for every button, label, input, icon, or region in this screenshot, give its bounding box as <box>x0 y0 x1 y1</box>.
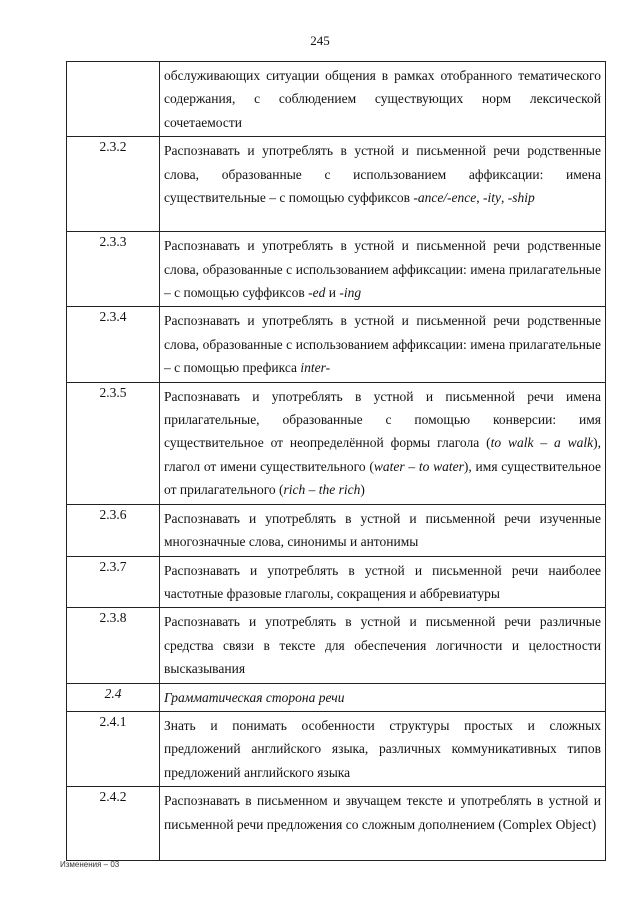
table-row <box>67 232 606 307</box>
requirement-text: Распознавать и употреблять в устной и письменной речи наиболее частотные фразовые глаголы, сокращения и аббревиатуры <box>160 556 606 608</box>
requirement-text: Грамматическая сторона речи <box>160 683 606 711</box>
section-code <box>67 62 160 137</box>
example-term: -ship <box>507 190 535 206</box>
section-code: 2.4 <box>67 683 160 711</box>
requirement-text: Распознавать и употреблять в устной и письменной речи родственные слова, образованные с использованием аффиксации: имена прилагательные – с помощью суффиксов -ed и -ing <box>160 232 606 307</box>
table-row <box>67 556 606 608</box>
section-code: 2.3.8 <box>67 608 160 683</box>
requirement-text: Распознавать и употреблять в устной и письменной речи изученные многозначные слова, синонимы и антонимы <box>160 504 606 556</box>
table-row <box>67 711 606 786</box>
table-row <box>67 787 606 861</box>
section-code: 2.3.7 <box>67 556 160 608</box>
table-row <box>67 307 606 382</box>
requirement-text: Распознавать и употреблять в устной и письменной речи различные средства связи в тексте для обеспечения логичности и целостности высказывания <box>160 608 606 683</box>
requirement-text: Знать и понимать особенности структуры простых и сложных предложений английского языка, различных коммуникативных типов предложений английского языка <box>160 711 606 786</box>
requirement-text: обслуживающих ситуации общения в рамках отобранного тематического содержания, с соблюдением существующих норм лексической сочетаемости <box>160 62 606 137</box>
example-term: -ance/-ence <box>413 190 477 206</box>
example-term: -ity <box>483 190 502 206</box>
requirement-text: Распознавать в письменном и звучащем тексте и употреблять в устной и письменной речи предложения со сложным дополнением (Complex Object) <box>160 787 606 861</box>
example-term: -ed <box>308 285 326 301</box>
section-code: 2.3.6 <box>67 504 160 556</box>
table-row <box>67 608 606 683</box>
requirement-text: Распознавать и употреблять в устной и письменной речи родственные слова, образованные с использованием аффиксации: имена существительные – с помощью суффиксов -ance/-ence, -ity, -ship <box>160 137 606 232</box>
page-number: 245 <box>310 33 330 48</box>
requirements-table <box>66 61 606 861</box>
section-code: 2.3.2 <box>67 137 160 232</box>
section-code: 2.3.5 <box>67 382 160 504</box>
requirement-text: Распознавать и употреблять в устной и письменной речи родственные слова, образованные с использованием аффиксации: имена прилагательные – с помощью префикса inter- <box>160 307 606 382</box>
table-row <box>67 382 606 504</box>
example-term: to walk – a walk <box>490 435 594 451</box>
section-code: 2.3.4 <box>67 307 160 382</box>
section-code: 2.3.3 <box>67 232 160 307</box>
example-term: inter- <box>300 360 331 376</box>
section-code: 2.4.1 <box>67 711 160 786</box>
section-code: 2.4.2 <box>67 787 160 861</box>
example-term: -ing <box>339 285 362 301</box>
table-row <box>67 504 606 556</box>
table-row <box>67 683 606 711</box>
requirement-text: Распознавать и употреблять в устной и письменной речи имена прилагательные, образованные с помощью конверсии: имя существительное от неопределённой формы глагола (to walk – a walk), глагол от имени существительного (water – to water), имя существительное от прилагательного (rich – the rich) <box>160 382 606 504</box>
footer-revision: Изменения – 03 <box>60 860 120 869</box>
table-row <box>67 137 606 232</box>
table-row <box>67 62 606 137</box>
example-term: rich – the rich <box>283 482 361 498</box>
example-term: water – to water <box>373 458 464 474</box>
